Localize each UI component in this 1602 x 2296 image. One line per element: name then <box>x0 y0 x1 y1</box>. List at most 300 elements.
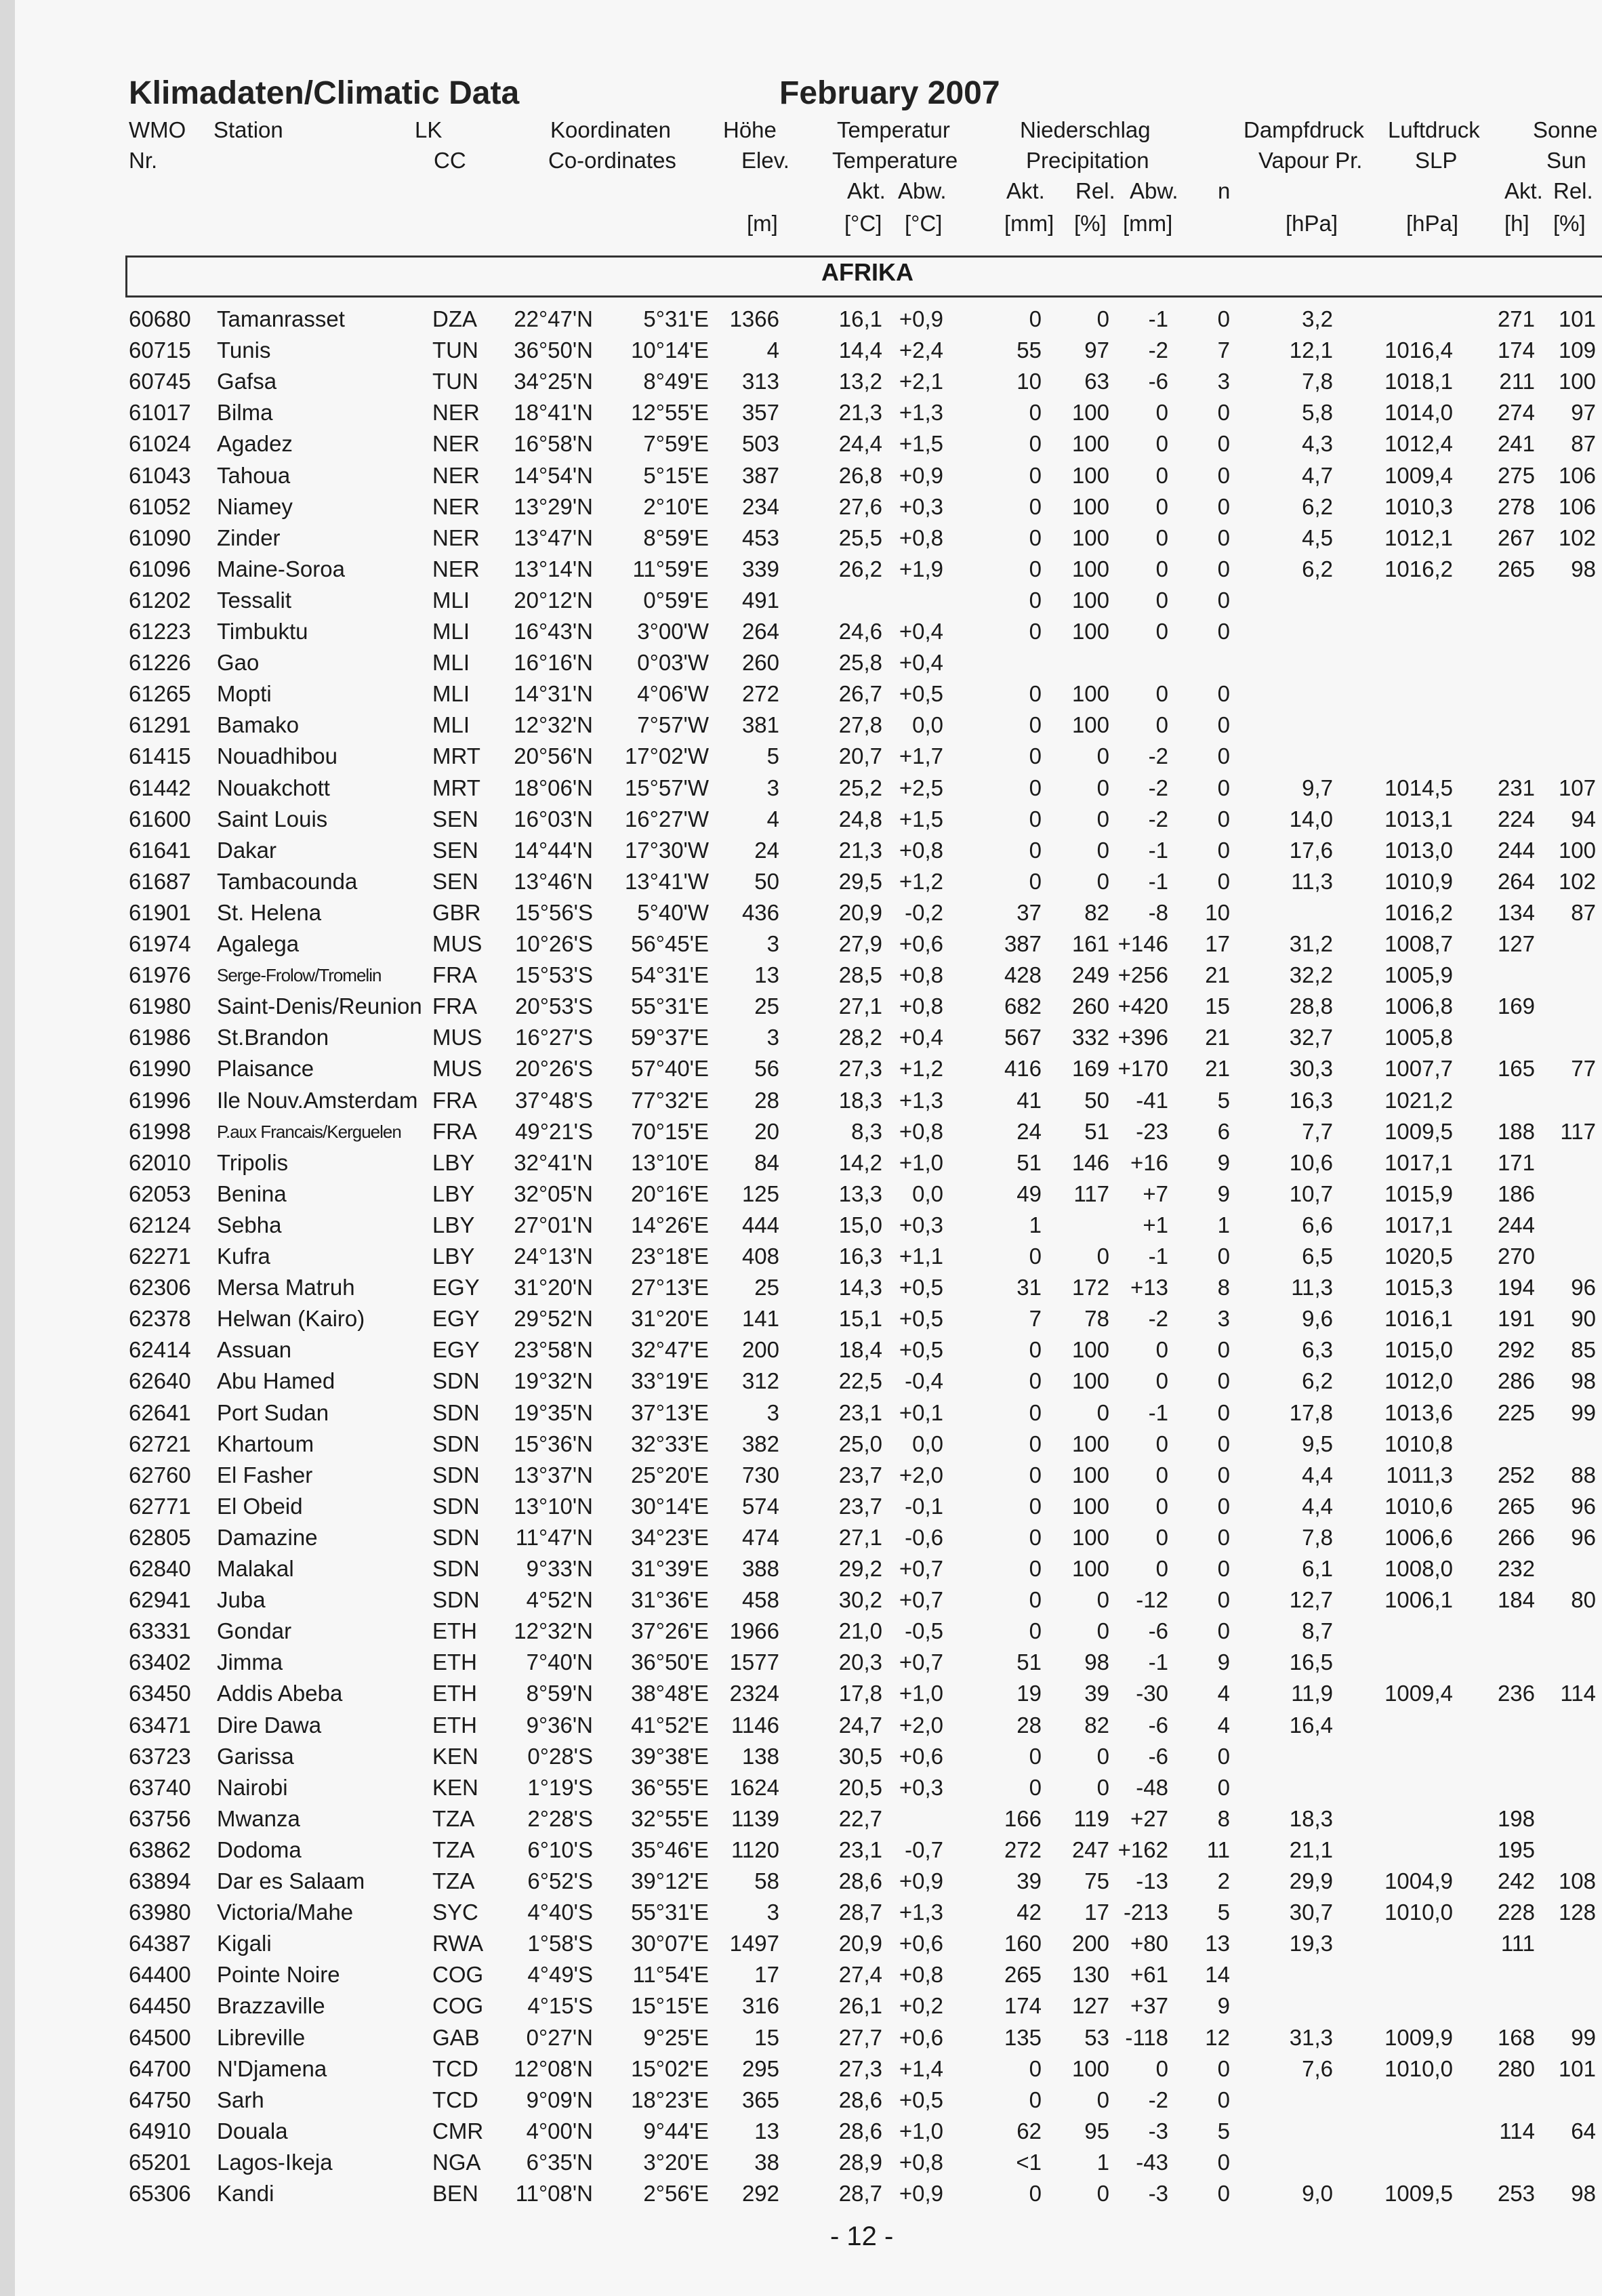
vapour-pressure: 31,2 <box>1289 931 1333 956</box>
elevation: 5 <box>766 743 779 768</box>
sunshine-hours: 236 <box>1497 1681 1535 1706</box>
latitude: 18°41'N <box>514 400 593 425</box>
sunshine-relative: 96 <box>1571 1275 1596 1300</box>
latitude: 6°35'N <box>526 2150 593 2175</box>
header-hoehe: Höhe <box>723 117 777 142</box>
precip-days: 0 <box>1217 306 1230 331</box>
elevation: 234 <box>741 494 779 519</box>
precip-days: 9 <box>1217 1993 1230 2018</box>
station-name: Tunis <box>217 337 271 363</box>
latitude: 31°20'N <box>514 1275 593 1300</box>
temp-deviation: +1,5 <box>899 431 943 456</box>
sunshine-hours: 224 <box>1497 806 1535 832</box>
longitude: 0°03'W <box>637 650 709 675</box>
country-code: SEN <box>432 869 478 894</box>
precip-deviation: 0 <box>1155 463 1168 488</box>
wmo-number: 62378 <box>129 1306 191 1331</box>
vapour-pressure: 9,7 <box>1302 775 1333 800</box>
precip-days: 3 <box>1217 369 1230 394</box>
sunshine-hours: 171 <box>1497 1150 1535 1175</box>
precip-actual: 0 <box>1029 743 1042 768</box>
temp-deviation: +2,4 <box>899 337 943 363</box>
precip-actual: 0 <box>1029 1337 1042 1362</box>
longitude: 55°31'E <box>631 993 709 1019</box>
sunshine-hours: 191 <box>1497 1306 1535 1331</box>
temp-deviation: +0,9 <box>899 463 943 488</box>
latitude: 16°58'N <box>514 431 593 456</box>
vapour-pressure: 4,3 <box>1302 431 1333 456</box>
precip-deviation: +7 <box>1143 1181 1168 1206</box>
precip-days: 0 <box>1217 869 1230 894</box>
precip-deviation: 0 <box>1155 1337 1168 1362</box>
sunshine-relative: 80 <box>1571 1587 1596 1612</box>
precip-days: 0 <box>1217 525 1230 550</box>
elevation: 312 <box>741 1368 779 1393</box>
country-code: RWA <box>432 1931 484 1956</box>
sea-level-pressure: 1006,8 <box>1384 993 1453 1019</box>
sea-level-pressure: 1010,3 <box>1384 494 1453 519</box>
latitude: 4°15'S <box>527 1993 593 2018</box>
wmo-number: 63723 <box>129 1744 191 1769</box>
wmo-number: 61265 <box>129 681 191 706</box>
latitude: 37°48'S <box>515 1088 593 1113</box>
vapour-pressure: 9,0 <box>1302 2181 1333 2206</box>
station-name: Brazzaville <box>217 1993 325 2018</box>
longitude: 77°32'E <box>631 1088 709 1113</box>
precip-relative: 0 <box>1096 1744 1109 1769</box>
station-name: Zinder <box>217 525 281 550</box>
precip-actual: 387 <box>1004 931 1042 956</box>
sunshine-hours: 265 <box>1497 1494 1535 1519</box>
header-precip-abw: Abw. <box>1130 178 1178 203</box>
temp-deviation: +1,3 <box>899 1088 943 1113</box>
wmo-number: 62721 <box>129 1431 191 1456</box>
sunshine-relative: 85 <box>1571 1337 1596 1362</box>
wmo-number: 62941 <box>129 1587 191 1612</box>
country-code: MLI <box>432 588 470 613</box>
precip-deviation: 0 <box>1155 1462 1168 1488</box>
sunshine-hours: 198 <box>1497 1806 1535 1831</box>
sea-level-pressure: 1006,6 <box>1384 1525 1453 1550</box>
country-code: GAB <box>432 2025 480 2050</box>
precip-relative: 100 <box>1071 588 1109 613</box>
latitude: 19°32'N <box>514 1368 593 1393</box>
temp-deviation: +1,9 <box>899 556 943 581</box>
precip-relative: 100 <box>1071 1494 1109 1519</box>
temp-actual: 22,5 <box>838 1368 882 1393</box>
header-sun-rel-unit: [%] <box>1553 211 1586 236</box>
precip-relative: 117 <box>1073 1181 1109 1206</box>
precip-days: 0 <box>1217 775 1230 800</box>
precip-actual: 0 <box>1029 1587 1042 1612</box>
sunshine-hours: 114 <box>1499 2118 1535 2144</box>
longitude: 3°20'E <box>643 2150 709 2175</box>
vapour-pressure: 6,3 <box>1302 1337 1333 1362</box>
temp-deviation: +2,0 <box>899 1462 943 1488</box>
longitude: 12°55'E <box>631 400 709 425</box>
precip-relative: 0 <box>1096 2181 1109 2206</box>
precip-deviation: -213 <box>1123 1900 1168 1925</box>
precip-deviation: +420 <box>1117 993 1168 1019</box>
sunshine-hours: 174 <box>1497 337 1535 363</box>
temp-deviation: +0,8 <box>899 525 943 550</box>
temp-actual: 27,1 <box>838 1525 882 1550</box>
wmo-number: 63894 <box>129 1868 191 1893</box>
station-name: Addis Abeba <box>217 1681 343 1706</box>
precip-deviation: 0 <box>1155 494 1168 519</box>
sunshine-relative: 94 <box>1571 806 1596 832</box>
station-name: El Fasher <box>217 1462 313 1488</box>
sunshine-relative: 98 <box>1571 1368 1596 1393</box>
precip-days: 0 <box>1217 1368 1230 1393</box>
latitude: 8°59'N <box>526 1681 593 1706</box>
precip-days: 5 <box>1217 1900 1230 1925</box>
longitude: 13°41'W <box>624 869 709 894</box>
vapour-pressure: 12,7 <box>1289 1587 1333 1612</box>
precip-relative: 0 <box>1096 869 1109 894</box>
station-name: Tamanrasset <box>217 306 345 331</box>
sea-level-pressure: 1010,0 <box>1384 2056 1453 2081</box>
precip-deviation: -41 <box>1136 1088 1168 1113</box>
header-temp-abw-unit: [°C] <box>905 211 943 236</box>
header-sun-akt: Akt. <box>1504 178 1543 203</box>
longitude: 4°06'W <box>637 681 709 706</box>
longitude: 2°56'E <box>643 2181 709 2206</box>
longitude: 18°23'E <box>631 2087 709 2112</box>
precip-days: 0 <box>1217 1744 1230 1769</box>
temp-actual: 29,5 <box>838 869 882 894</box>
precip-relative: 172 <box>1071 1275 1109 1300</box>
sea-level-pressure: 1018,1 <box>1384 369 1453 394</box>
temp-actual: 25,2 <box>838 775 882 800</box>
precip-relative: 100 <box>1071 494 1109 519</box>
precip-days: 0 <box>1217 2056 1230 2081</box>
sea-level-pressure: 1008,0 <box>1384 1556 1453 1581</box>
latitude: 14°44'N <box>514 838 593 863</box>
elevation: 1366 <box>729 306 779 331</box>
temp-deviation: +0,5 <box>899 1275 943 1300</box>
precip-actual: 428 <box>1004 962 1042 987</box>
precip-relative: 53 <box>1084 2025 1109 2050</box>
temp-actual: 23,1 <box>838 1837 882 1862</box>
vapour-pressure: 9,5 <box>1302 1431 1333 1456</box>
station-name: Gondar <box>217 1618 292 1643</box>
sunshine-hours: 225 <box>1497 1400 1535 1425</box>
vapour-pressure: 16,4 <box>1289 1713 1333 1738</box>
sunshine-relative: 108 <box>1558 1868 1596 1893</box>
vapour-pressure: 4,5 <box>1302 525 1333 550</box>
header-slp: SLP <box>1415 148 1458 173</box>
temp-deviation: +0,8 <box>899 993 943 1019</box>
precip-relative: 63 <box>1084 369 1109 394</box>
header-precip-akt: Akt. <box>1006 178 1045 203</box>
elevation: 453 <box>741 525 779 550</box>
latitude: 20°26'S <box>515 1056 593 1081</box>
temp-actual: 13,2 <box>838 369 882 394</box>
precip-actual: 0 <box>1029 775 1042 800</box>
elevation: 17 <box>754 1962 779 1987</box>
precip-days: 2 <box>1217 1868 1230 1893</box>
sunshine-relative: 96 <box>1571 1494 1596 1519</box>
sea-level-pressure: 1015,3 <box>1384 1275 1453 1300</box>
header-lk: LK <box>415 117 443 142</box>
temp-actual: 25,0 <box>838 1431 882 1456</box>
temp-actual: 26,2 <box>838 556 882 581</box>
precip-actual: 0 <box>1029 431 1042 456</box>
wmo-number: 61687 <box>129 869 191 894</box>
precip-actual: 0 <box>1029 556 1042 581</box>
precip-actual: 0 <box>1029 1525 1042 1550</box>
vapour-pressure: 6,1 <box>1302 1556 1333 1581</box>
longitude: 32°55'E <box>631 1806 709 1831</box>
precip-deviation: +13 <box>1130 1275 1168 1300</box>
elevation: 1146 <box>731 1713 779 1738</box>
temp-actual: 26,7 <box>838 681 882 706</box>
temp-deviation: +0,4 <box>899 619 943 644</box>
sea-level-pressure: 1005,8 <box>1384 1025 1453 1050</box>
elevation: 138 <box>741 1744 779 1769</box>
longitude: 8°59'E <box>643 525 709 550</box>
latitude: 2°28'S <box>527 1806 593 1831</box>
precip-relative: 82 <box>1084 1713 1109 1738</box>
latitude: 32°41'N <box>514 1150 593 1175</box>
country-code: TZA <box>432 1837 475 1862</box>
longitude: 9°44'E <box>643 2118 709 2144</box>
wmo-number: 62053 <box>129 1181 191 1206</box>
longitude: 8°49'E <box>643 369 709 394</box>
sea-level-pressure: 1011,3 <box>1386 1462 1453 1488</box>
precip-actual: 160 <box>1004 1931 1042 1956</box>
latitude: 7°40'N <box>526 1649 593 1675</box>
precip-actual: 28 <box>1016 1713 1042 1738</box>
precip-deviation: -12 <box>1136 1587 1168 1612</box>
sunshine-hours: 244 <box>1497 1212 1535 1237</box>
temp-deviation: +1,4 <box>899 2056 943 2081</box>
precip-actual: 24 <box>1016 1119 1042 1144</box>
vapour-pressure: 8,7 <box>1302 1618 1333 1643</box>
latitude: 16°03'N <box>514 806 593 832</box>
precip-days: 0 <box>1217 1337 1230 1362</box>
precip-actual: 51 <box>1016 1150 1042 1175</box>
precip-actual: 135 <box>1004 2025 1042 2050</box>
sea-level-pressure: 1009,4 <box>1384 1681 1453 1706</box>
precip-deviation: +37 <box>1130 1993 1168 2018</box>
sunshine-hours: 228 <box>1497 1900 1535 1925</box>
wmo-number: 61291 <box>129 712 191 737</box>
sea-level-pressure: 1013,6 <box>1384 1400 1453 1425</box>
precip-days: 0 <box>1217 1587 1230 1612</box>
station-name: Tessalit <box>217 588 292 613</box>
temp-deviation: +0,7 <box>899 1649 943 1675</box>
station-name: Dire Dawa <box>217 1713 322 1738</box>
country-code: SDN <box>432 1494 480 1519</box>
longitude: 5°31'E <box>643 306 709 331</box>
station-name: Nairobi <box>217 1775 288 1800</box>
latitude: 9°33'N <box>526 1556 593 1581</box>
sunshine-relative: 109 <box>1558 337 1596 363</box>
header-precip-n: n <box>1218 178 1231 203</box>
elevation: 574 <box>741 1494 779 1519</box>
wmo-number: 62805 <box>129 1525 191 1550</box>
wmo-number: 61043 <box>129 463 191 488</box>
sunshine-hours: 278 <box>1497 494 1535 519</box>
temp-deviation: +1,0 <box>899 1681 943 1706</box>
temp-deviation: +2,0 <box>899 1713 943 1738</box>
station-name: Garissa <box>217 1744 294 1769</box>
longitude: 25°20'E <box>631 1462 709 1488</box>
temp-deviation: +0,6 <box>899 1931 943 1956</box>
country-code: LBY <box>432 1244 475 1269</box>
precip-relative: 247 <box>1071 1837 1109 1862</box>
station-name: Helwan (Kairo) <box>217 1306 365 1331</box>
header-niederschlag: Niederschlag <box>1020 117 1151 142</box>
precip-actual: 567 <box>1004 1025 1042 1050</box>
wmo-number: 63862 <box>129 1837 191 1862</box>
latitude: 12°08'N <box>514 2056 593 2081</box>
precip-days: 4 <box>1217 1713 1230 1738</box>
sunshine-relative: 90 <box>1571 1306 1596 1331</box>
wmo-number: 63450 <box>129 1681 191 1706</box>
sunshine-hours: 194 <box>1497 1275 1535 1300</box>
temp-deviation: +0,1 <box>899 1400 943 1425</box>
precip-relative: 95 <box>1084 2118 1109 2144</box>
temp-deviation: +1,0 <box>899 1150 943 1175</box>
country-code: NER <box>432 556 480 581</box>
precip-actual: 0 <box>1029 494 1042 519</box>
longitude: 37°13'E <box>631 1400 709 1425</box>
sunshine-relative: 64 <box>1571 2118 1596 2144</box>
elevation: 272 <box>741 681 779 706</box>
longitude: 39°38'E <box>631 1744 709 1769</box>
vapour-pressure: 32,7 <box>1289 1025 1333 1050</box>
precip-days: 17 <box>1205 931 1230 956</box>
temp-actual: 24,6 <box>838 619 882 644</box>
precip-relative: 0 <box>1096 806 1109 832</box>
precip-deviation: -3 <box>1148 2118 1168 2144</box>
precip-days: 1 <box>1217 1212 1230 1237</box>
elevation: 2324 <box>729 1681 779 1706</box>
sunshine-hours: 264 <box>1497 869 1535 894</box>
latitude: 11°08'N <box>515 2181 593 2206</box>
latitude: 27°01'N <box>514 1212 593 1237</box>
wmo-number: 62771 <box>129 1494 191 1519</box>
longitude: 59°37'E <box>631 1025 709 1050</box>
precip-actual: 0 <box>1029 681 1042 706</box>
wmo-number: 61976 <box>129 962 191 987</box>
station-name: Pointe Noire <box>217 1962 340 1987</box>
elevation: 474 <box>741 1525 779 1550</box>
wmo-number: 63402 <box>129 1649 191 1675</box>
header-wmo: WMO <box>129 117 186 142</box>
temp-actual: 8,3 <box>851 1119 882 1144</box>
precip-deviation: -2 <box>1148 743 1168 768</box>
longitude: 0°59'E <box>643 588 709 613</box>
wmo-number: 61641 <box>129 838 191 863</box>
precip-days: 0 <box>1217 2150 1230 2175</box>
precip-days: 0 <box>1217 400 1230 425</box>
wmo-number: 60745 <box>129 369 191 394</box>
precip-actual: 49 <box>1016 1181 1042 1206</box>
sunshine-hours: 253 <box>1497 2181 1535 2206</box>
temp-actual: 20,9 <box>838 1931 882 1956</box>
wmo-number: 61990 <box>129 1056 191 1081</box>
country-code: TZA <box>432 1806 475 1831</box>
station-name: Kandi <box>217 2181 274 2206</box>
precip-days: 0 <box>1217 1494 1230 1519</box>
sunshine-hours: 244 <box>1497 838 1535 863</box>
country-code: COG <box>432 1993 484 2018</box>
precip-actual: 174 <box>1004 1993 1042 2018</box>
temp-actual: 13,3 <box>838 1181 882 1206</box>
header-luftdruck: Luftdruck <box>1388 117 1480 142</box>
precip-deviation: +61 <box>1130 1962 1168 1987</box>
country-code: CMR <box>432 2118 484 2144</box>
station-name: Tripolis <box>217 1150 289 1175</box>
vapour-pressure: 11,9 <box>1291 1681 1333 1706</box>
station-name: Dakar <box>217 838 277 863</box>
precip-actual: 51 <box>1016 1649 1042 1675</box>
precip-actual: 0 <box>1029 1744 1042 1769</box>
document-title: Klimadaten/Climatic Data <box>129 75 520 111</box>
precip-relative: 51 <box>1084 1119 1109 1144</box>
wmo-number: 64910 <box>129 2118 191 2144</box>
longitude: 14°26'E <box>631 1212 709 1237</box>
latitude: 9°09'N <box>526 2087 593 2112</box>
station-name: Plaisance <box>217 1056 314 1081</box>
precip-deviation: +162 <box>1117 1837 1168 1862</box>
precip-days: 0 <box>1217 712 1230 737</box>
precip-deviation: 0 <box>1155 619 1168 644</box>
elevation: 382 <box>741 1431 779 1456</box>
document-period: February 2007 <box>779 75 1000 111</box>
temp-actual: 20,7 <box>838 743 882 768</box>
temp-deviation: -0,1 <box>905 1494 943 1519</box>
precip-relative: 100 <box>1071 619 1109 644</box>
precip-actual: 0 <box>1029 619 1042 644</box>
latitude: 13°29'N <box>514 494 593 519</box>
precip-relative: 100 <box>1071 463 1109 488</box>
precip-relative: 0 <box>1096 1244 1109 1269</box>
sea-level-pressure: 1012,4 <box>1384 431 1453 456</box>
vapour-pressure: 18,3 <box>1289 1806 1333 1831</box>
sunshine-relative: 99 <box>1571 2025 1596 2050</box>
sea-level-pressure: 1013,1 <box>1384 806 1453 832</box>
elevation: 339 <box>741 556 779 581</box>
precip-actual: 39 <box>1016 1868 1042 1893</box>
precip-relative: 98 <box>1084 1649 1109 1675</box>
elevation: 28 <box>754 1088 779 1113</box>
precip-relative: 0 <box>1096 743 1109 768</box>
country-code: SEN <box>432 806 478 832</box>
station-name: Bamako <box>217 712 300 737</box>
sunshine-relative: 96 <box>1571 1525 1596 1550</box>
precip-days: 0 <box>1217 463 1230 488</box>
station-name: Ile Nouv.Amsterdam <box>217 1088 418 1113</box>
sunshine-relative: 98 <box>1571 556 1596 581</box>
temp-actual: 26,8 <box>838 463 882 488</box>
sunshine-relative: 98 <box>1571 2181 1596 2206</box>
elevation: 3 <box>766 1400 779 1425</box>
header-slp-unit: [hPa] <box>1406 211 1459 236</box>
wmo-number: 62641 <box>129 1400 191 1425</box>
elevation: 13 <box>754 962 779 987</box>
longitude: 16°27'W <box>624 806 709 832</box>
precip-actual: 31 <box>1016 1275 1042 1300</box>
precip-days: 9 <box>1217 1150 1230 1175</box>
sunshine-relative: 102 <box>1558 869 1596 894</box>
wmo-number: 63740 <box>129 1775 191 1800</box>
precip-deviation: +170 <box>1117 1056 1168 1081</box>
